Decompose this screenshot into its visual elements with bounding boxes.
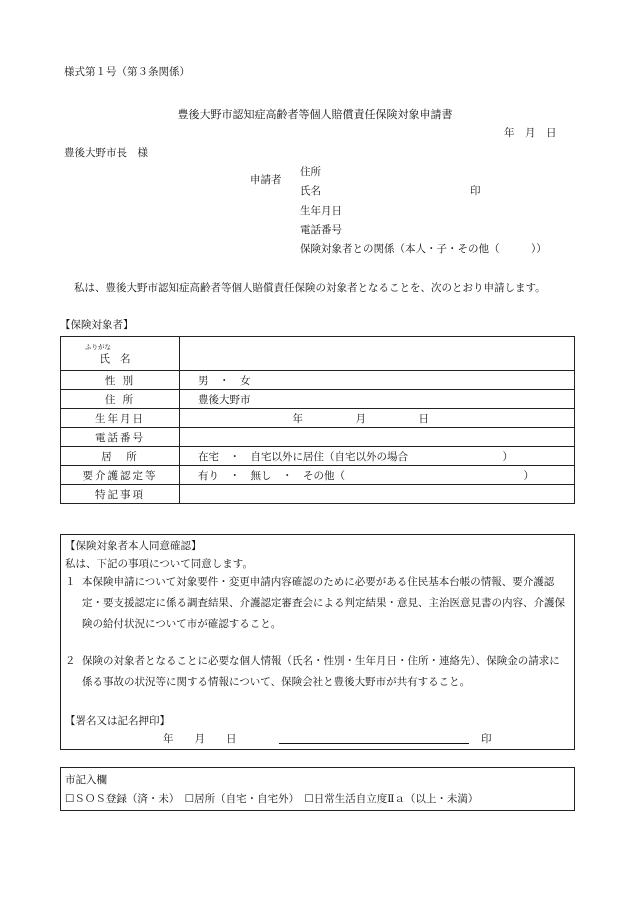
applicant-address-field[interactable]: 住所	[300, 166, 321, 178]
address-field[interactable]: 豊後大野市	[180, 390, 575, 409]
intro-text: 私は、豊後大野市認知症高齢者等個人賠償責任保険の対象者となることを、次のとおり申請します。	[74, 282, 546, 294]
applicant-birthdate-field[interactable]: 生年月日	[300, 205, 342, 217]
item-text: 保険の対象者となることに必要な個人情報（氏名・性別・生年月日・住所・連絡先）、保険金の請求に係る事故の状況等に関する情報について、保険会社と豊後大野市が共有すること。	[82, 655, 560, 688]
row-label: 居 所	[61, 447, 180, 466]
table-row	[61, 409, 575, 428]
consent-item-1	[65, 572, 570, 635]
city-use-title: 市記入欄	[65, 774, 107, 786]
table-row	[61, 466, 575, 485]
signature-seal-mark: 印	[481, 733, 492, 745]
row-label: 要介護認定等	[61, 466, 180, 485]
signature-date[interactable]: 年 月 日	[163, 733, 237, 745]
name-label-cell	[61, 337, 180, 371]
table-row	[61, 485, 575, 504]
insured-table	[60, 336, 575, 504]
table-row	[61, 447, 575, 466]
addressee: 豊後大野市長 様	[64, 147, 148, 159]
applicant-relation-field[interactable]: 保険対象者との関係（本人・子・その他（ ））	[300, 243, 547, 255]
care-certification-field[interactable]: 有り ・ 無し ・ その他（ ）	[180, 466, 575, 485]
furigana-label: ふりがな	[85, 342, 111, 351]
phone-field[interactable]	[180, 428, 575, 447]
item-text: 本保険申請について対象要件・変更申請内容確認のために必要がある住民基本台帳の情報、要介護認定・要支援認定に係る調査結果、介護認定審査会による判定結果・意見、主治医意見書の内容、介護保険の給付状況について市が確認すること。	[82, 576, 565, 630]
table-row	[61, 337, 575, 371]
row-label: 特記事項	[61, 485, 180, 504]
form-number-label: 様式第１号（第３条関係）	[64, 66, 190, 78]
applicant-seal-mark: 印	[470, 185, 481, 197]
insured-name-input[interactable]	[180, 337, 575, 371]
row-label: 生年月日	[61, 409, 180, 428]
signature-title: 【署名又は記名押印】	[65, 715, 170, 727]
item-number: １	[65, 576, 76, 588]
remarks-field[interactable]	[180, 485, 575, 504]
applicant-label: 申請者	[250, 174, 282, 186]
consent-title: 【保険対象者本人同意確認】	[65, 540, 202, 552]
consent-section	[60, 534, 575, 750]
birthdate-field[interactable]: 年 月 日	[180, 409, 575, 428]
city-use-checkboxes[interactable]: ☐ＳＯＳ登録（済・未） ☐居所（自宅・自宅外） ☐日常生活自立度Ⅱａ（以上・未満）	[65, 793, 479, 805]
row-label: 性 別	[61, 371, 180, 390]
name-label: 氏名	[99, 352, 141, 365]
gender-field[interactable]: 男 ・ 女	[180, 371, 575, 390]
applicant-phone-field[interactable]: 電話番号	[300, 224, 342, 236]
table-row	[61, 428, 575, 447]
insured-section-title: 【保険対象者】	[60, 319, 134, 331]
row-label: 住 所	[61, 390, 180, 409]
signature-line[interactable]	[279, 743, 469, 744]
consent-item-2	[65, 651, 570, 693]
row-label: 電話番号	[61, 428, 180, 447]
table-row	[61, 371, 575, 390]
consent-lead: 私は、下記の事項について同意します。	[65, 558, 253, 570]
city-use-section	[60, 767, 575, 811]
application-date[interactable]: 年 月 日	[504, 127, 557, 139]
table-row	[61, 390, 575, 409]
page-title: 豊後大野市認知症高齢者等個人賠償責任保険対象申請書	[177, 108, 453, 121]
applicant-name-field[interactable]: 氏名	[300, 185, 321, 197]
residence-field[interactable]: 在宅 ・ 自宅以外に居住（自宅以外の場合 ）	[180, 447, 575, 466]
item-number: ２	[65, 655, 76, 667]
